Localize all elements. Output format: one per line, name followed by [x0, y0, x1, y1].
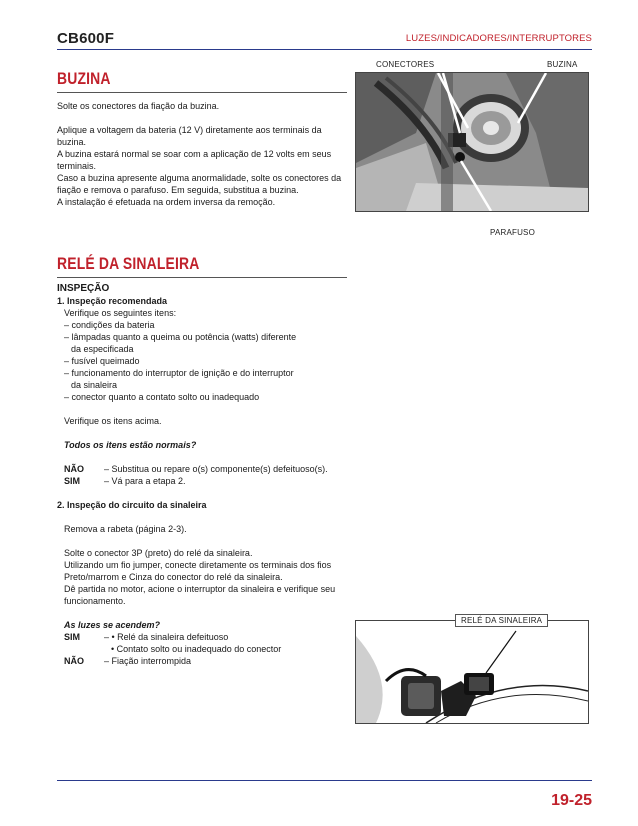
check-item-switches-cont: da sinaleira [71, 380, 118, 390]
step2-question: As luzes se acendem? [64, 620, 161, 630]
horn-step-apply-voltage: Aplique a voltagem da bateria (12 V) diretamente aos terminais da buzina. [57, 125, 322, 147]
relay-inspection [57, 283, 352, 667]
horn-step-abnormal: Caso a buzina apresente alguma anormalidade, solte os conectores da fiação e remova o parafuso. Em seguida, substitua a buzina. [57, 173, 342, 195]
step1-heading: 1. Inspeção recomendada [57, 296, 168, 306]
answer-yes-key: SIM [64, 632, 81, 642]
chapter-title: LUZES/INDICADORES/INTERRUPTORES [405, 33, 592, 44]
horn-photo [355, 72, 589, 212]
check-item-fuse: – fusível queimado [64, 356, 140, 366]
horn-photo-illustration [356, 73, 588, 211]
relay-photo [355, 620, 589, 724]
inspection-heading: INSPEÇÃO [57, 283, 110, 294]
step2-start-engine: Dê partida no motor, acione o interruptor da sinaleira e verifique seu funcionamento. [64, 584, 336, 606]
horn-title-rule [57, 92, 347, 93]
answer-yes-key: SIM [64, 476, 81, 486]
answer-yes-text: – Vá para a etapa 2. [104, 476, 186, 486]
horn-label: BUZINA [547, 60, 578, 69]
step2-answer-no [57, 655, 352, 667]
step1-answer-yes [57, 475, 352, 487]
page-number: 19-25 [551, 792, 592, 809]
answer-no-key: NÃO [64, 464, 84, 474]
horn-step-install: A instalação é efetuada na ordem inversa da remoção. [57, 197, 276, 207]
horn-step-disconnect: Solte os conectores da fiação da buzina. [57, 101, 220, 111]
check-item-bulbs-cont: da especificada [71, 344, 134, 354]
step1-answer-no [57, 463, 352, 475]
step2-remove: Remova a rabeta (página 2-3). [64, 524, 187, 534]
header-rule [57, 49, 592, 50]
horn-step-normal: A buzina estará normal se soar com a aplicação de 12 volts em seus terminais. [57, 149, 332, 171]
check-item-battery: – condições da bateria [64, 320, 155, 330]
relay-title-rule [57, 277, 347, 278]
check-item-bulbs: – lâmpadas quanto a queima ou potência (watts) diferente [64, 332, 297, 342]
relay-section-title: RELÉ DA SINALEIRA [57, 254, 200, 273]
step1-intro: Verifique os seguintes itens: [64, 308, 177, 318]
answer-no-key: NÃO [64, 656, 84, 666]
answer-no-text: – Fiação interrompida [104, 656, 192, 666]
check-item-switches: – funcionamento do interruptor de ignição e do interruptor [64, 368, 294, 378]
connectors-label: CONECTORES [376, 60, 435, 69]
step2-jumper: Utilizando um fio jumper, conecte diretamente os terminais dos fios Preto/marrom e Cinza do conector do relé da sinaleira. [64, 560, 332, 582]
step1-check: Verifique os itens acima. [64, 416, 162, 426]
answer-yes-line-1: – • Relé da sinaleira defeituoso [104, 632, 229, 642]
step2-answer-yes [57, 631, 352, 655]
horn-section-title: BUZINA [57, 69, 111, 88]
horn-instructions [57, 100, 347, 208]
step2-disconnect: Solte o conector 3P (preto) do relé da sinaleira. [64, 548, 253, 558]
bolt-label: PARAFUSO [490, 228, 536, 237]
relay-photo-illustration [356, 621, 588, 723]
relay-label: RELÉ DA SINALEIRA [455, 614, 548, 627]
step1-question: Todos os itens estão normais? [64, 440, 197, 450]
answer-yes-line-2: • Contato solto ou inadequado do conector [111, 644, 282, 654]
step2-heading: 2. Inspeção do circuito da sinaleira [57, 500, 207, 510]
answer-no-text: – Substitua ou repare o(s) componente(s) defeituoso(s). [104, 464, 328, 474]
footer-rule [57, 780, 592, 781]
check-item-connector: – conector quanto a contato solto ou inadequado [64, 392, 260, 402]
answer-yes-text-group [104, 631, 352, 655]
model-name: CB600F [57, 30, 115, 47]
